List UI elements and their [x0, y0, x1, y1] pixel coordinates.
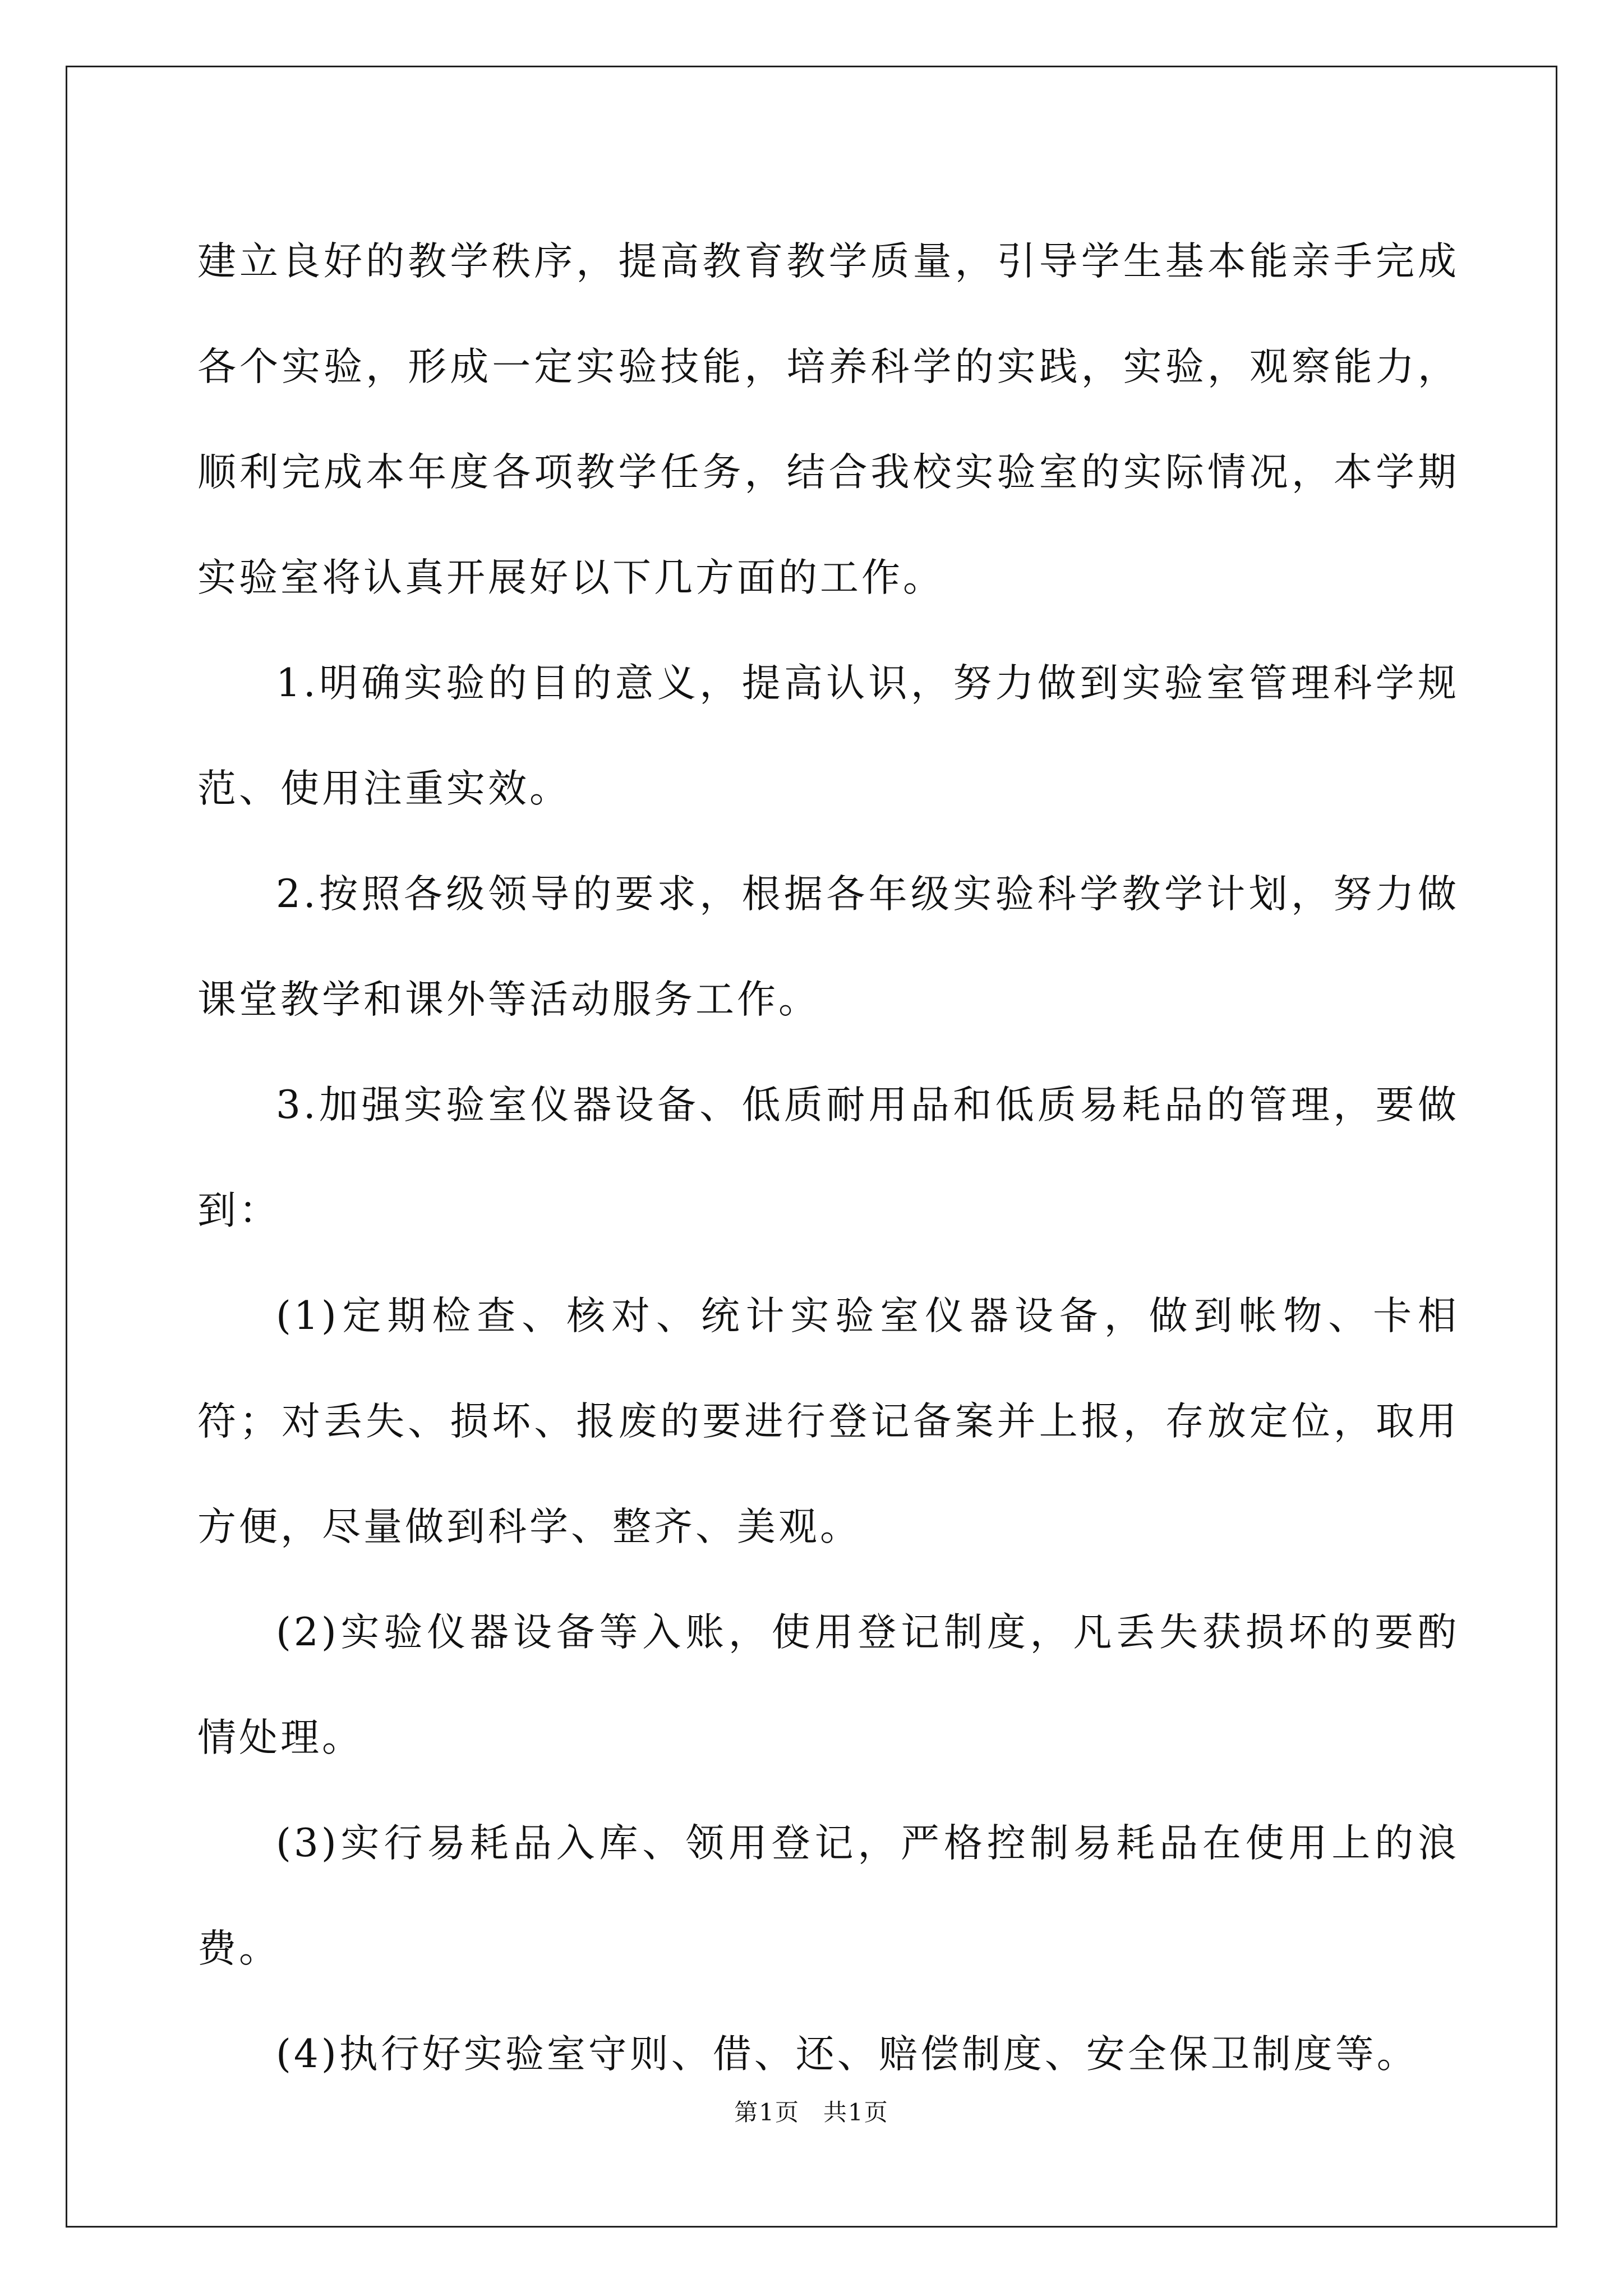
page-footer — [0, 2094, 1623, 2128]
paragraph-subitem-1: (1)定期检查、核对、统计实验室仪器设备，做到帐物、卡相符；对丢失、损坏、报废的要进行登记备案并上报，存放定位，取用方便，尽量做到科学、整齐、美观。 — [197, 1294, 1459, 1549]
paragraph-item-1: 1.明确实验的目的意义，提高认识，努力做到实验室管理科学规范、使用注重实效。 — [197, 661, 1459, 811]
paragraph-subitem-3: (3)实行易耗品入库、领用登记，严格控制易耗品在使用上的浪费。 — [197, 1821, 1459, 1971]
paragraph-subitem-4: (4)执行好实验室守则、借、还、赔偿制度、安全保卫制度等。 — [276, 2032, 1418, 2077]
document-body — [197, 209, 1459, 2107]
paragraph-intro: 建立良好的教学秩序，提高教育教学质量，引导学生基本能亲手完成各个实验，形成一定实验技能，培养科学的实践，实验，观察能力，顺利完成本年度各项教学任务，结合我校实验室的实际情况，本学期实验室将认真开展好以下几方面的工作。 — [197, 239, 1459, 600]
page-number-current: 第1页 — [734, 2099, 800, 2126]
paragraph-item-3: 3.加强实验室仪器设备、低质耐用品和低质易耗品的管理，要做到： — [197, 1083, 1459, 1233]
paragraph-item-2: 2.按照各级领导的要求，根据各年级实验科学教学计划，努力做课堂教学和课外等活动服务工作。 — [197, 872, 1459, 1022]
page-number-total: 共1页 — [823, 2099, 889, 2126]
paragraph-subitem-2: (2)实验仪器设备等入账，使用登记制度，凡丢失获损坏的要酌情处理。 — [197, 1610, 1459, 1760]
